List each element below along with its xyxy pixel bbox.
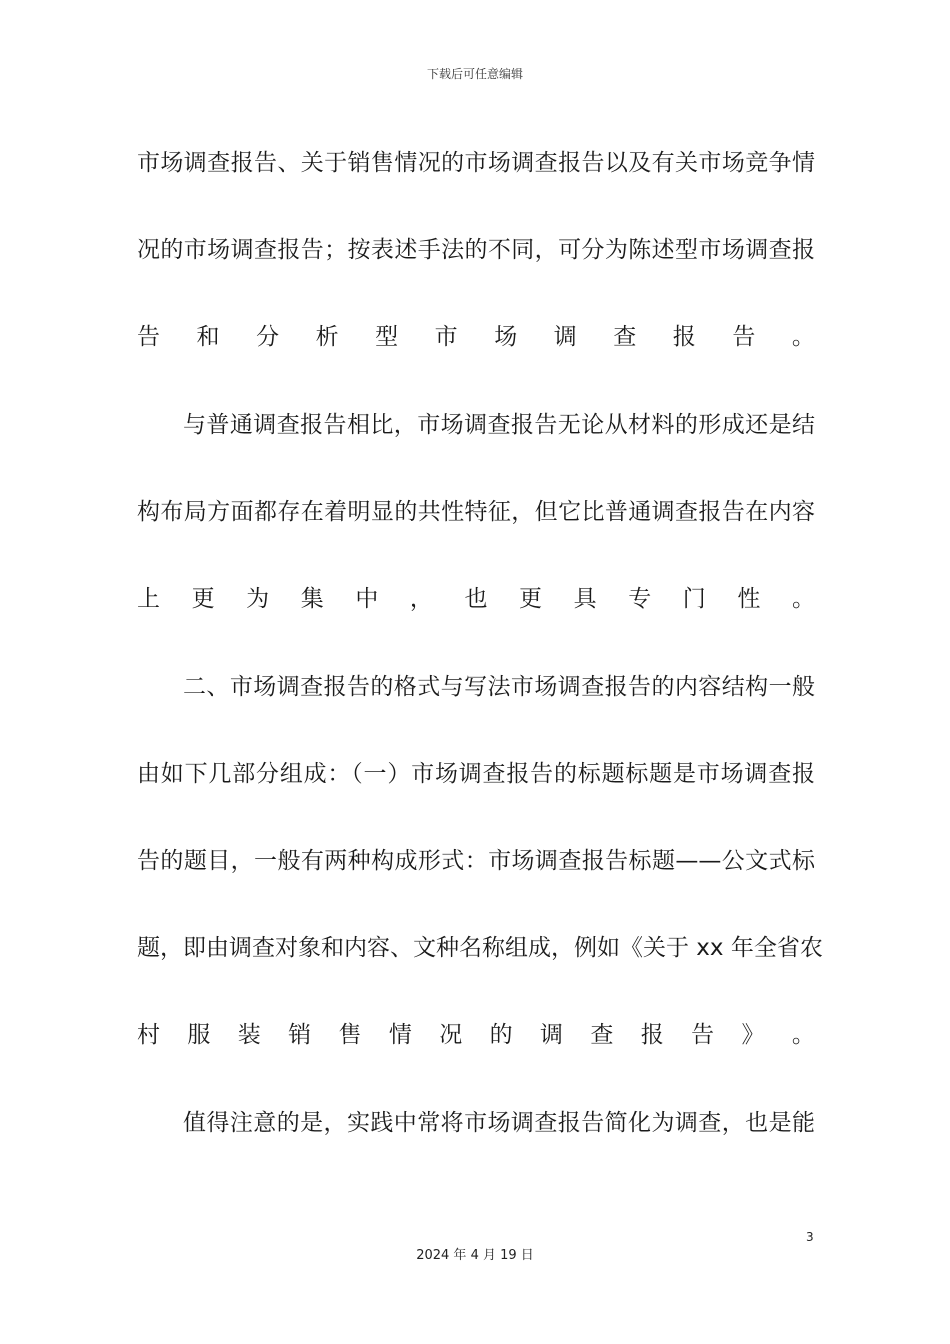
spread-character: 情 (388, 1022, 412, 1048)
spread-character: 为 (246, 586, 270, 612)
spread-character: 集 (300, 586, 324, 612)
spread-character: 。 (791, 1022, 815, 1048)
spread-character: 。 (791, 324, 815, 350)
spread-character: 型 (375, 324, 399, 350)
spread-character: 调 (553, 324, 577, 350)
spread-character: 售 (338, 1022, 362, 1048)
paragraph-first-line: 二、市场调查报告的格式与写法市场调查报告的内容结构一般 (183, 674, 815, 700)
spread-character: 更 (519, 586, 543, 612)
spread-character: 具 (573, 586, 597, 612)
spread-character: 销 (288, 1022, 312, 1048)
body-line: 市场调查报告、关于销售情况的市场调查报告以及有关市场竞争情 (137, 150, 815, 176)
spread-character: 况 (439, 1022, 463, 1048)
spread-character: 》 (741, 1022, 765, 1048)
spread-character: 场 (494, 324, 518, 350)
spread-character: 告 (691, 1022, 715, 1048)
body-line: 告的题目，一般有两种构成形式：市场调查报告标题——公文式标 (137, 848, 815, 874)
page-header: 下载后可任意编辑 (426, 67, 523, 81)
body-line: 构布局方面都存在着明显的共性特征，但它比普通调查报告在内容 (137, 499, 815, 525)
body-line: 题，即由调查对象和内容、文种名称组成，例如《关于 xx 年全省农 (137, 935, 823, 961)
body-line-spread (137, 1020, 815, 1050)
body-line: 由如下几部分组成：（一）市场调查报告的标题标题是市场调查报 (137, 761, 815, 787)
spread-character: 和 (196, 324, 220, 350)
spread-character: 告 (137, 324, 160, 350)
spread-character: 专 (628, 586, 652, 612)
spread-character: 也 (464, 586, 488, 612)
spread-character: 查 (613, 324, 637, 350)
spread-character: 报 (640, 1022, 664, 1048)
spread-character: 告 (732, 324, 756, 350)
spread-character: 分 (256, 324, 280, 350)
spread-character: 市 (434, 324, 458, 350)
body-line-spread (137, 584, 815, 614)
spread-character: 上 (137, 586, 160, 612)
spread-character: 的 (489, 1022, 513, 1048)
spread-character: 性 (737, 586, 761, 612)
spread-character: 析 (315, 324, 339, 350)
spread-character: 报 (672, 324, 696, 350)
spread-character: 中 (355, 586, 379, 612)
spread-character: 村 (137, 1022, 160, 1048)
footer-date: 2024 年 4 月 19 日 (416, 1248, 534, 1263)
spread-character: 。 (791, 586, 815, 612)
page-number: 3 (806, 1230, 814, 1244)
spread-character: 装 (237, 1022, 261, 1048)
spread-character: 更 (191, 586, 215, 612)
paragraph-first-line: 值得注意的是，实践中常将市场调查报告简化为调查，也是能 (183, 1110, 815, 1136)
spread-character: 调 (540, 1022, 563, 1048)
paragraph-first-line: 与普通调查报告相比，市场调查报告无论从材料的形成还是结 (183, 412, 815, 438)
spread-character: 服 (187, 1022, 211, 1048)
spread-character: 门 (682, 586, 706, 612)
spread-character: 查 (590, 1022, 614, 1048)
body-line-spread (137, 322, 815, 352)
spread-character: ， (409, 586, 433, 612)
body-line: 况的市场调查报告；按表述手法的不同，可分为陈述型市场调查报 (137, 237, 815, 263)
